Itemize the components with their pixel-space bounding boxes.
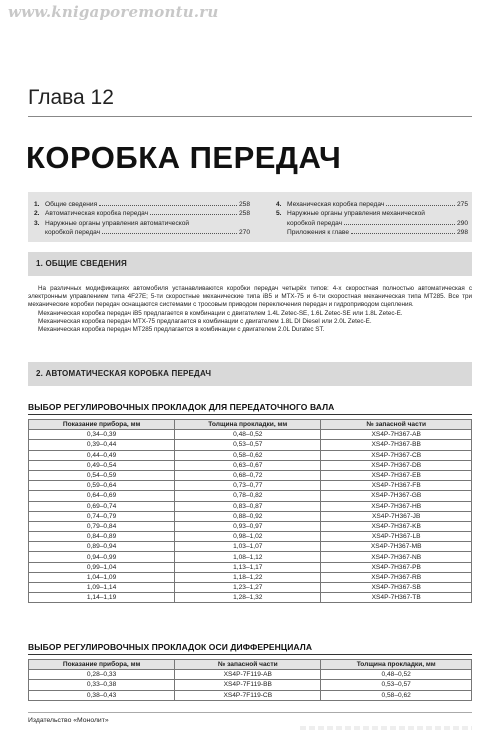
table-row [29, 460, 472, 470]
table-cell: 0,63–0,67 [175, 460, 321, 470]
toc-item-title: Автоматическая коробка передач [45, 210, 149, 217]
toc-item-number: 5. [276, 210, 282, 217]
table-cell: 0,64–0,69 [29, 491, 175, 501]
table-cell: XS4P-7H367-EB [321, 470, 472, 480]
chapter-label: Глава 12 [28, 86, 114, 109]
toc-item-title: Общие сведения [45, 200, 98, 208]
toc-item[interactable] [276, 227, 468, 237]
paragraph: Механическая коробка передач MTX-75 предлагается в комбинации с двигателем 1.8L DI Diesel или 2.0L Zetec-E. [38, 317, 372, 325]
toc-item-title: Наружные органы управления автоматической [45, 219, 190, 227]
chapter-divider [28, 116, 472, 117]
table-cell: 0,78–0,82 [175, 491, 321, 501]
toc-item-page: 270 [238, 229, 250, 236]
column-header: Толщина прокладки, мм [175, 420, 321, 430]
table-of-contents [28, 192, 472, 242]
table-cell: XS4P-7H367-HB [321, 501, 472, 511]
table-cell: 0,93–0,97 [175, 521, 321, 531]
column-header: Толщина прокладки, мм [321, 660, 472, 670]
table-title-rule [28, 414, 472, 415]
table-row [29, 501, 472, 511]
table-row [29, 670, 472, 680]
footer-publisher: Издательство «Монолит» [28, 717, 109, 724]
table-cell: 1,09–1,14 [29, 583, 175, 593]
table-title-differential: ВЫБОР РЕГУЛИРОВОЧНЫХ ПРОКЛАДОК ОСИ ДИФФЕРЕНЦИАЛА [28, 642, 313, 652]
toc-item-title: Приложения к главе [287, 229, 349, 236]
footer-divider [28, 712, 472, 713]
table-row [29, 521, 472, 531]
column-header: № запасной части [175, 660, 321, 670]
toc-item-title: Механическая коробка передач [287, 200, 385, 208]
table-cell: 0,53–0,57 [321, 680, 472, 690]
table-cell: 0,83–0,87 [175, 501, 321, 511]
table-title-transfer-shaft: ВЫБОР РЕГУЛИРОВОЧНЫХ ПРОКЛАДОК ДЛЯ ПЕРЕДАТОЧНОГО ВАЛА [28, 402, 335, 412]
table-cell: 0,88–0,92 [175, 511, 321, 521]
table-cell: 1,13–1,17 [175, 562, 321, 572]
page-title: КОРОБКА ПЕРЕДАЧ [26, 140, 342, 175]
table-cell: 0,99–1,04 [29, 562, 175, 572]
table-row [29, 450, 472, 460]
table-title-rule [28, 654, 472, 655]
toc-item-number: 4. [276, 200, 282, 208]
table-row [29, 511, 472, 521]
table-cell: XS4P-7H367-AB [321, 430, 472, 440]
table-row [29, 440, 472, 450]
table-cell: 0,39–0,44 [29, 440, 175, 450]
table-cell: XS4P-7H367-SB [321, 583, 472, 593]
table-cell: 0,53–0,57 [175, 440, 321, 450]
table-cell: XS4P-7H367-FB [321, 481, 472, 491]
toc-item-number: 3. [34, 219, 40, 227]
toc-leader [351, 233, 455, 234]
transfer-shaft-shim-table [28, 419, 472, 603]
toc-leader [150, 214, 237, 215]
table-cell: 0,58–0,62 [321, 690, 472, 700]
table-row [29, 532, 472, 542]
table-cell: 0,34–0,39 [29, 430, 175, 440]
toc-item-page: 258 [238, 210, 250, 217]
table-row [29, 583, 472, 593]
paragraph: Механическая коробка передач iB5 предлагается в комбинации с двигателем 1.4L Zetec-SE, 1.6L Zetec-SE или 1.8L Zetec-E. [38, 309, 403, 317]
table-cell: XS4P-7F119-BB [175, 680, 321, 690]
table-row [29, 470, 472, 480]
table-header-row [29, 660, 472, 670]
table-cell: 0,94–0,99 [29, 552, 175, 562]
table-cell: 0,73–0,77 [175, 481, 321, 491]
table-row [29, 593, 472, 603]
table-cell: XS4P-7H367-DB [321, 460, 472, 470]
toc-left-column [34, 198, 250, 236]
table-cell: 0,28–0,33 [29, 670, 175, 680]
table-cell: 0,79–0,84 [29, 521, 175, 531]
toc-item[interactable] [34, 198, 250, 208]
toc-item-number: 1. [34, 200, 40, 208]
toc-item[interactable] [34, 227, 250, 237]
table-cell: 0,98–1,02 [175, 532, 321, 542]
toc-leader [344, 224, 455, 225]
table-cell: 0,48–0,52 [321, 670, 472, 680]
differential-shim-table [28, 659, 472, 701]
column-header: Показание прибора, мм [29, 660, 175, 670]
table-row [29, 491, 472, 501]
toc-item-page: 290 [456, 219, 468, 227]
toc-right-column [276, 198, 468, 236]
table-cell: 0,68–0,72 [175, 470, 321, 480]
table-cell: XS4P-7H367-MB [321, 542, 472, 552]
paragraph: На различных модификациях автомобиля устанавливаются коробки передач четырёх типов: 4-х скоростная полностью автоматическая с электронным управлением типа 4F27E; 5-ти скоростные механические типа iB5 и MTX-75 и 6-ти скоростная механическая типа MT285. Все три механические коробки передач оснащаются системами с тросовым приводом переключения передач и гидроприводом сцепления. [28, 285, 472, 309]
table-cell: 1,04–1,09 [29, 572, 175, 582]
watermark: www.knigaporemontu.ru [8, 3, 219, 21]
toc-item[interactable] [276, 208, 468, 218]
table-cell: XS4P-7H367-LB [321, 532, 472, 542]
toc-leader [99, 205, 237, 206]
toc-leader [102, 233, 237, 234]
table-cell: XS4P-7H367-KB [321, 521, 472, 531]
table-row [29, 690, 472, 700]
table-cell: 0,48–0,52 [175, 430, 321, 440]
table-cell: XS4P-7H367-CB [321, 450, 472, 460]
table-body [29, 430, 472, 603]
toc-item-number: 2. [34, 210, 40, 217]
table-cell: 0,69–0,74 [29, 501, 175, 511]
section-heading-general: 1. ОБЩИЕ СВЕДЕНИЯ [28, 252, 472, 276]
toc-item-page: 275 [456, 200, 468, 208]
table-row [29, 680, 472, 690]
toc-item[interactable] [34, 208, 250, 218]
table-cell: 1,28–1,32 [175, 593, 321, 603]
table-cell: XS4P-7H367-BB [321, 440, 472, 450]
table-cell: XS4P-7H367-PB [321, 562, 472, 572]
table-cell: XS4P-7F119-AB [175, 670, 321, 680]
table-row [29, 562, 472, 572]
table-row [29, 542, 472, 552]
table-cell: 0,89–0,94 [29, 542, 175, 552]
table-cell: XS4P-7F119-CB [175, 690, 321, 700]
table-cell: 0,38–0,43 [29, 690, 175, 700]
toc-leader [386, 205, 455, 206]
table-cell: XS4P-7H367-TB [321, 593, 472, 603]
table-cell: 0,49–0,54 [29, 460, 175, 470]
section-general-text [28, 285, 472, 334]
table-header-row [29, 420, 472, 430]
table-cell: 0,58–0,62 [175, 450, 321, 460]
table-cell: 0,54–0,59 [29, 470, 175, 480]
toc-item[interactable] [34, 217, 250, 227]
table-cell: 0,44–0,49 [29, 450, 175, 460]
toc-item-title: Наружные органы управления механической [287, 210, 425, 217]
table-row [29, 430, 472, 440]
table-cell: 0,33–0,38 [29, 680, 175, 690]
toc-item[interactable] [276, 198, 468, 208]
table-cell: XS4P-7H367-GB [321, 491, 472, 501]
paragraph: Механическая коробка передач MT285 предлагается в комбинации с двигателем 2.0L Duratec ST. [38, 326, 325, 334]
column-header: Показание прибора, мм [29, 420, 175, 430]
toc-item-title: коробкой передач [287, 219, 343, 227]
table-cell: 0,84–0,89 [29, 532, 175, 542]
table-cell: XS4P-7H367-NB [321, 552, 472, 562]
table-cell: 1,03–1,07 [175, 542, 321, 552]
table-cell: 1,23–1,27 [175, 583, 321, 593]
table-body [29, 670, 472, 701]
table-cell: 1,18–1,22 [175, 572, 321, 582]
table-cell: 0,74–0,79 [29, 511, 175, 521]
table-row [29, 572, 472, 582]
table-cell: XS4P-7H367-JB [321, 511, 472, 521]
bleed-through-text [300, 726, 472, 730]
section-heading-automatic: 2. АВТОМАТИЧЕСКАЯ КОРОБКА ПЕРЕДАЧ [28, 362, 472, 386]
toc-item[interactable] [276, 217, 468, 227]
table-cell: 1,14–1,19 [29, 593, 175, 603]
table-cell: 1,08–1,12 [175, 552, 321, 562]
table-cell: 0,59–0,64 [29, 481, 175, 491]
table-row [29, 481, 472, 491]
toc-item-page: 258 [238, 200, 250, 208]
table-cell: XS4P-7H367-RB [321, 572, 472, 582]
toc-item-title: коробкой передач [45, 229, 101, 236]
column-header: № запасной части [321, 420, 472, 430]
table-row [29, 552, 472, 562]
toc-item-page: 298 [456, 229, 468, 236]
